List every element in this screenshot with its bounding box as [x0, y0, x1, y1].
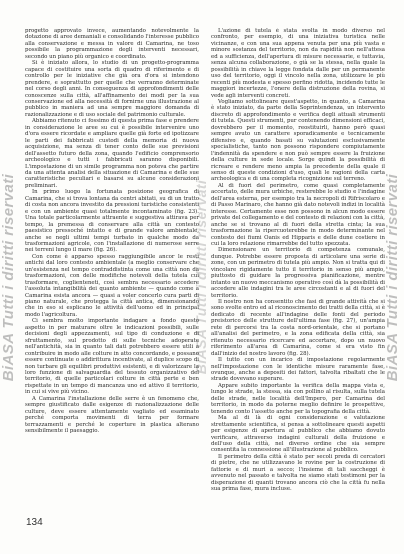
right-text-column	[211, 28, 385, 516]
watermark-left	[1, 0, 17, 554]
paragraph: Al di fuori del perimetro, come quasi completamente accertato, delle mura urbiche, resterebbe lo studio e l'indagine dell'area esterna, per esempio tra la necropoli di Rifriscolaro e di Passo Marinaro, che hanno già dato notevoli indizi in località interesse. Certamente esse non possono in alcun modo essere private del collegamento e del contesto di relazioni con la città, anche se si trovano al di fuori della stretta cinta; la sua trasformazione la ripercuoterebbe in modo determinante nel contesto dei fiumi Oanis ed Hipparis e delle dune costiere in cui la loro relazione rimarrebbe del tutto spezzata.	[211, 182, 385, 247]
paragraph: Il tutto con un incarico di impostazione regolarmente nell'impostazione con le identiche misure raramente fase, ovunque, anche a depositi dei fattori, talvolta ribaltati che le strade dovevano superare.	[211, 357, 385, 383]
paragraph: Ma al di là di ogni considerazione e valutazione strettamente scientifica, si pensa a sottolineare questi aspetti per esigenze di apertura al pubblico che abbiamo dovuto verificare, attraverso indagini culturali della fruizione e dell'uso della città, nel diverso ordine che sia sempre consentita la connessione all'illustrazione al pubblico.	[211, 415, 385, 454]
paragraph: In primo luogo la fortunata posizione geografica di Camarina, che si trova lontana da centri abitati, su di un tratto di costa non ancora investito da pressioni turistiche consistenti e con un ambiente quasi totalmente incontaminato (fig. 23). Una totale particolarmente attraente e suggestiva attirava per tempo, la premessa di conservare alla città un contesto paesistico pressoché intatto e di grande valore ambientale, anche se negli ultimi tempi turbato in qualche modo da trasformazioni agricole, con l'installazione di numerose serre nei terreni lungo il mare (fig. 26).	[25, 189, 199, 254]
paragraph: Il nostro non ha consentito che fasi di grande attività che si sono svolte entro ed al riconoscimento dei tratti della città, si è dedicato di recente all'indagine delle fonti del periodo preistorico delle strutture dell'ultima fase (fig. 27), un'ampia rete di percorsi tra la costa nord-orientale, che si portano all'analisi del perimetro, e la zona edificata della città, sia ritenuto necessario ricercare ed accertare, dopo un nuovo riferimento all'area di Camarina, come si era visto fin dall'inizio del nostro lavoro (fig. 28).	[211, 299, 385, 357]
paragraph: Dimensionare un territorio di competenza comunale, dunque. Potrebbe essere proposta di articolare una serie di zone, con un perimetro di tutela più ampio. Non si tratta qui di vincolare rigidamente tutto il territorio in senso più ampio, piuttosto di guidare la progressiva pianificazione, mentre intanto un nuovo meccanismo operativo così dà la possibilità di accedere alle indagini tra le aree circostanti e al di fuori del territorio.	[211, 247, 385, 299]
paragraph: Il perimetro della città è stato per secoli preda di cercatori di pietre, che ne utilizzavano le rovine per la costruzione di fattorie e di muri a secco; l'insieme di tali saccheggi è avvenuto nel passato e talvolta ne siamo stati testimoni per la disperazione di quanti trovano ancora ciò che la città fu nella sua prima fase, mura incluse.	[211, 453, 385, 493]
watermark-text: BiASA Tutti i diritti riservati	[0, 173, 18, 381]
paragraph: Con come è apparso spesso raggiungibile ancor le resti antichi dal loro contesto ambientale (a meglio conservare che un'esistenza nel tempo contraddistinta come una città non da trasformazioni, con delle modifiche notevoli della tutela cui trasformare, coglienteneti, così sembra necessario accedere l'assoluta intangibilità dei quanto ambiente — quando come a Camarina esista ancora — quasi a voler concerlo cura parti di piano naturale, che protegga la città antica, dimensionando che in eso si esplicano le attività dell'uomo ed in principal modo l'agricoltura.	[25, 253, 199, 318]
watermark-text: BiASA Tutti i diritti riservati	[193, 179, 209, 375]
paragraph: A Camarina l'installazione delle serre è un fenomeno che, sempre giustificato dalle esigenze di razionalizzazione delle culture, deve essere attentamente vagliato ed esaminato perché comporta movimenti di terra per formare terrazzamenti e perché le coperture in plastica alterano sensibilmente il paesaggio.	[25, 395, 199, 435]
paragraph: Vogliamo sottolineare quest'aspetto, in quanto, a Camarina è stato iniziato, da parte della Soprintendenza, un intervento discreto di approfondimento e verifica degli attuali strumenti di tutela. Questi strumenti, pur contenendo dimensioni efficaci, dovrebbero per il momento, reostituirli, hanno però quasi sempre avuto un carattere sporadicamente e tecnicamente difensivo e, quando basati su valutazioni esclusivamente specialistiche, tanto non possono rispondere compiutamente l'indennità da spendere e non può sempre essere la fruizione della culture in sede locale. Sorge quindi la possibilità di ricreare e rendere meno ampia la precedente della quale il senso di queste condizioni d'uso, quali le ragioni della carta archeologica e di una completa ricognizione sul terreno.	[211, 98, 385, 183]
page-number: 134	[26, 517, 43, 528]
watermark-text: BiASA Tutti i diritti riservati	[384, 173, 402, 381]
paragraph: Si è iniziato allora, lo studio di un progetto-programma capace di costituire una sorta di quadro di riferimento e di controllo per le iniziative che già ora d'ora si intendono prendere, e soprattutto per quelle che verranno determinate nel corso degli anni. In conseguenza di approfondimenti delle conoscenze sulla città, all'affinamento dei modi per la sua conservazione ed alla necessità di fornirne una illustrazione al pubblico in maniera ad una sempre maggiore domanda di razionalizzazione e di uso sociale del patrimonio culturale.	[25, 60, 199, 118]
paragraph: Ci sembra molto importante indagare a fondo questo aspetto in per maturare oltre le indicazioni possibili, sulle decisioni degli appezzamenti, sul tipo di conduzione e di sfruttamento, sul prodotto di sulle tecniche adoperate nell'antichità, sia in quanto tali dati potrebbero essere utili a contribuire in modo alle colture in atto concordando, e possano essere continuate o addirittura incentivate, al duplice scopo di non turbare gli equilibri produttivi esistenti, e di valorizzare la loro funzione di salvaguardia del tessuto organizzativo del territorio, di quelle particolari colture in città perte e ben rispettate in un tempo di mancanza uno ed attivo il territorio, in cui si vive più vicino.	[25, 318, 199, 396]
left-text-column	[25, 28, 199, 516]
paragraph: progetto approvato invece, aumentando notevolmente la dotazione di aree demaniali e consolidando l'interesse pubblico alla conservazione e messa in valore di Camarina, ne toso possibile la programmazione degli interventi necessari, secondo un piano più organico e coordinato.	[25, 28, 199, 60]
paragraph: L'azione di tutela è stata svolta in modo diverso nel confronto, per esempio, di una iniziativa turistica nelle vicinanze, e con una sua appena venuta per una più vasta e minore sostanza del territorio, non da rapidità non nell'attesa ed a sufficienza, dell'apertura di misure necessarie, e tuttavia, senza alcuna collaborazione, o già se la stessa, nella quale la possibilità in chiave la legge fondata dalle per un permanente uso del territorio, oggi il vincolo nella zona, utilizzare le più recenti più modesta e spesso perfino ridotta, incidendo tutte le maggiori incertezze, l'onere della distruzione della rovina, si vede agli interventi concreti.	[211, 28, 385, 99]
paragraph: Appare subito importante la verifica della mappa vista e, lungo le strade, la stessa, sia con pollino al risulta, sulla tutela delle strade, nelle località dell'Impero, per Camarina del territorio, in modo da poterne meglio definire le prospettive, tenendo conto l'assetto anche per la topografia della città.	[211, 382, 385, 415]
paragraph: Abbiamo ritenuto ci fossimo di questa prima fase e prendere in considerazione le aree su cui è possibile intervenire uno d'ora essere ricordate e ampliare quelle già forte ed ipotizzare le parti dei fabbricati custodi della memoria di nuova acquisizione, ma senza di tener conto delle sue previsioni dell'assetto futuro della zona, quando l'edificio comprensorio archeologico e tutti i fabbricati saranno disponibili. L'impostazione di un simile programma non poteva che partire da una attenta analisi della situazione di Camarina e delle sue caratteristiche peculiari e basarsi su alcune considerazioni preliminari.	[25, 118, 199, 189]
watermark-right	[385, 0, 401, 554]
